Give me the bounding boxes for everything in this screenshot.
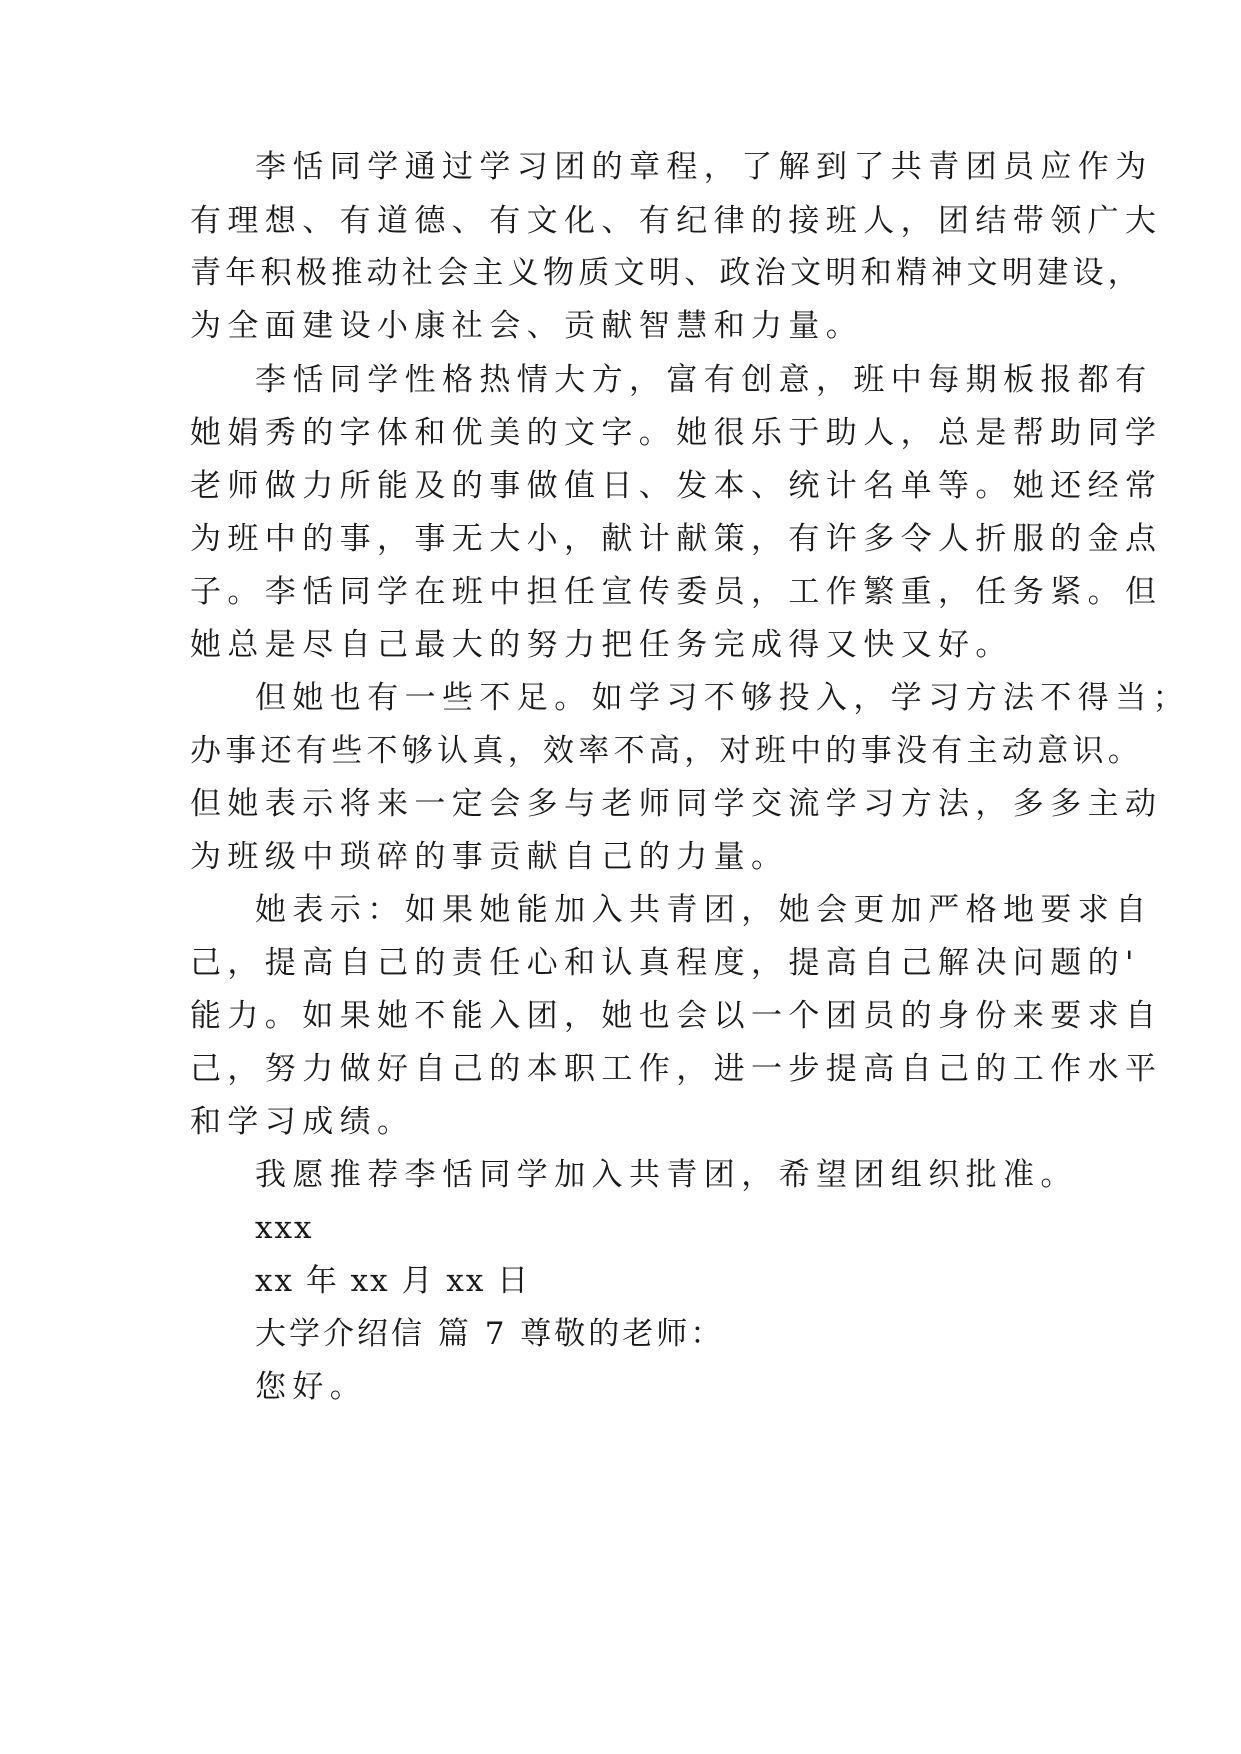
text-line: 青年积极推动社会主义物质文明、政治文明和精神文明建设， — [190, 255, 1144, 291]
text-line: 为班中的事，事无大小，献计献策，有许多令人折服的金点 — [190, 521, 1163, 557]
section-heading: 大学介绍信 篇 7 尊敬的老师： — [255, 1316, 725, 1352]
text-line: 我愿推荐李恬同学加入共青团，希望团组织批准。 — [255, 1157, 1078, 1193]
text-line: 李恬同学性格热情大方，富有创意，班中每期板报都有 — [255, 362, 1153, 398]
text-line: 子。李恬同学在班中担任宣传委员，工作繁重，任务紧。但 — [190, 574, 1163, 610]
text-line: 己，提高自己的责任心和认真程度，提高自己解决问题的' — [190, 945, 1140, 981]
text-line: 能力。如果她不能入团，她也会以一个团员的身份来要求自 — [190, 998, 1163, 1034]
text-line: 为全面建设小康社会、贡献智慧和力量。 — [190, 308, 864, 344]
text-line: 但她表示将来一定会多与老师同学交流学习方法，多多主动 — [190, 786, 1163, 822]
signature-name: xxx — [255, 1210, 314, 1246]
text-line: 她总是尽自己最大的努力把任务完成得又快又好。 — [190, 627, 1013, 663]
greeting: 您好。 — [255, 1369, 368, 1405]
text-line: 老师做力所能及的事做值日、发本、统计名单等。她还经常 — [190, 468, 1163, 504]
text-line: 己，努力做好自己的本职工作，进一步提高自己的工作水平 — [190, 1051, 1163, 1087]
text-line: 但她也有一些不足。如学习不够投入，学习方法不得当； — [255, 680, 1190, 716]
text-line: 和学习成绩。 — [190, 1104, 415, 1140]
text-line: 有理想、有道德、有文化、有纪律的接班人，团结带领广大 — [190, 203, 1163, 239]
text-line: 她表示：如果她能加入共青团，她会更加严格地要求自 — [255, 892, 1153, 928]
signature-date: xx 年 xx 月 xx 日 — [255, 1263, 531, 1299]
text-line: 办事还有些不够认真，效率不高，对班中的事没有主动意识。 — [190, 733, 1144, 769]
text-line: 李恬同学通过学习团的章程，了解到了共青团员应作为 — [255, 149, 1153, 185]
text-line: 为班级中琐碎的事贡献自己的力量。 — [190, 839, 789, 875]
text-line: 她娟秀的字体和优美的文字。她很乐于助人，总是帮助同学 — [190, 415, 1163, 451]
